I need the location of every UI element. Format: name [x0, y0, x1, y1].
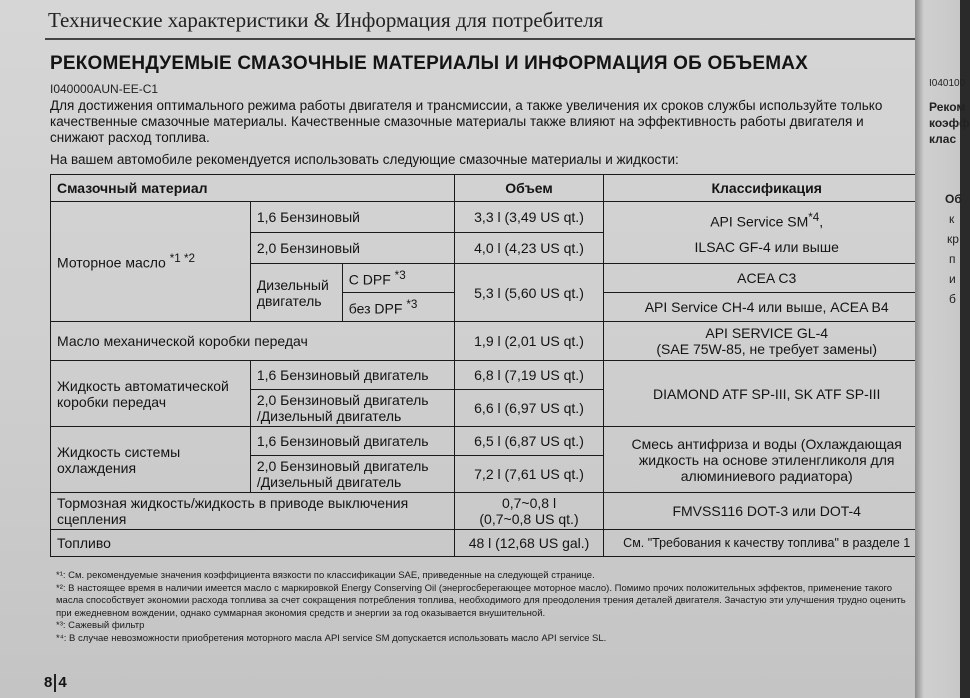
table-row — [51, 361, 930, 390]
table-row — [51, 530, 930, 557]
section-title: РЕКОМЕНДУЕМЫЕ СМАЗОЧНЫЕ МАТЕРИАЛЫ И ИНФОРМАЦИЯ ОБ ОБЪЕМАХ — [50, 53, 809, 74]
footnote-4: *⁴: В случае невозможности приобретения моторного масла API service SM допускается использовать масло API service SL. — [56, 632, 607, 644]
header-rule — [45, 38, 915, 40]
header-material: Смазочный материал — [51, 175, 455, 202]
engine-dpf: С DPF $^{*3}$ — [342, 264, 454, 293]
table-row — [51, 322, 930, 361]
intro-paragraph: Для достижения оптимального режима работы двигателя и трансмиссии, а также увеличения их сроков службы используйте только качественные смазочные материалы. Качественные смазочные материалы также влияют на эффективность работы двигателя и снижают расход топлива. — [50, 98, 883, 145]
footnotes — [56, 570, 916, 645]
footnote-2: *²: В настоящее время в наличии имеется масло с маркировкой Energy Conserving Oil (энергосберегающее моторное масло). Помимо прочих положительных эффектов, применение такого масла способствует экономии расхода топлива за счет сокращения потребления топлива, необходимого для преодоления трения деталей двигателя. Зачастую эти улучшения трудно оценить при ежедневном вождении, однако суммарная экономия средств и энергии за год оказывается внушительной. — [56, 582, 906, 619]
next-page-fragment: Реком — [929, 100, 966, 114]
header-volume: Объем — [454, 175, 604, 202]
engine-petrol20: 2,0 Бензиновый — [250, 233, 454, 264]
engine-petrol-classification: API Service SM$^{*4}$, ILSAC GF-4 или выше — [604, 202, 930, 264]
atf-r1: 1,6 Бензиновый двигатель — [250, 361, 454, 390]
next-page-fragment: кр — [947, 232, 959, 246]
table-row — [51, 202, 930, 233]
engine-dpf-classification: ACEA C3 — [604, 264, 930, 293]
engine-petrol16: 1,6 Бензиновый — [250, 202, 454, 233]
engine-diesel-label: Дизельный двигатель — [250, 264, 342, 322]
coolant-label: Жидкость системы охлаждения — [51, 427, 251, 493]
table-row — [51, 493, 930, 530]
next-page-fragment: Об — [945, 192, 962, 206]
atf-label: Жидкость автоматической коробки передач — [51, 361, 251, 427]
brake-fluid-label: Тормозная жидкость/жидкость в приводе выключения сцепления — [51, 493, 455, 530]
next-page-fragment: п — [949, 252, 956, 266]
engine-oil-label: Моторное масло $^{*1 *2}$ — [51, 202, 251, 322]
coolant-r1: 1,6 Бензиновый двигатель — [250, 427, 454, 456]
coolant-classification: Смесь антифриза и воды (Охлаждающая жидкость на основе этиленгликоля для алюминиевого радиатора) — [604, 427, 930, 493]
engine-petrol20-volume: 4,0 l (4,23 US qt.) — [454, 233, 604, 264]
doc-code: I040000AUN-EE-C1 — [50, 82, 159, 96]
atf-r1-volume: 6,8 l (7,19 US qt.) — [454, 361, 604, 390]
brake-fluid-volume: 0,7~0,8 l (0,7~0,8 US qt.) — [454, 493, 604, 530]
engine-diesel-volume: 5,3 l (5,60 US qt.) — [454, 264, 604, 322]
atf-r2-volume: 6,6 l (6,97 US qt.) — [454, 390, 604, 427]
next-page-fragment: I040100 — [929, 78, 966, 89]
brake-fluid-classification: FMVSS116 DOT-3 или DOT-4 — [604, 493, 930, 530]
coolant-r1-volume: 6,5 l (6,87 US qt.) — [454, 427, 604, 456]
manual-gearbox-label: Масло механической коробки передач — [51, 322, 455, 361]
next-page-fragment: к — [949, 212, 955, 226]
adjacent-page-edge — [915, 0, 970, 698]
engine-petrol16-volume: 3,3 l (3,49 US qt.) — [454, 202, 604, 233]
atf-classification: DIAMOND ATF SP-III, SK ATF SP-III — [604, 361, 930, 427]
next-page-fragment: коэфф — [929, 116, 970, 130]
running-header: Технические характеристики & Информация для потребителя — [48, 8, 604, 32]
footnote-1: *¹: См. рекомендуемые значения коэффициента вязкости по классификации SAE, приведенные на следующей странице. — [56, 570, 595, 581]
fuel-classification: См. "Требования к качеству топлива" в разделе 1 — [604, 530, 930, 557]
header-classification: Классификация — [604, 175, 930, 202]
engine-nodpf-classification: API Service CH-4 или выше, ACEA B4 — [604, 293, 930, 322]
atf-r2: 2,0 Бензиновый двигатель /Дизельный двигатель — [250, 390, 454, 427]
manual-gearbox-volume: 1,9 l (2,01 US qt.) — [454, 322, 604, 361]
next-page-fragment: б — [949, 292, 956, 306]
fuel-volume: 48 l (12,68 US gal.) — [454, 530, 604, 557]
engine-nodpf: без DPF $^{*3}$ — [342, 293, 454, 322]
manual-gearbox-classification: API SERVICE GL-4 (SAE 75W-85, не требует замены) — [604, 322, 930, 361]
next-page-fragment: клас — [929, 132, 957, 146]
footnote-3: *³: Сажевый фильтр — [56, 620, 145, 631]
page-number: 8 4 — [44, 674, 67, 691]
fuel-label: Топливо — [51, 530, 455, 557]
intro-lead: На вашем автомобиле рекомендуется использовать следующие смазочные материалы и жидкости: — [50, 152, 679, 167]
lubricants-table — [50, 174, 930, 557]
coolant-r2: 2,0 Бензиновый двигатель /Дизельный двигатель — [250, 456, 454, 493]
table-row — [51, 427, 930, 456]
coolant-r2-volume: 7,2 l (7,61 US qt.) — [454, 456, 604, 493]
next-page-fragment: и — [949, 272, 956, 286]
table-header-row — [51, 175, 930, 202]
